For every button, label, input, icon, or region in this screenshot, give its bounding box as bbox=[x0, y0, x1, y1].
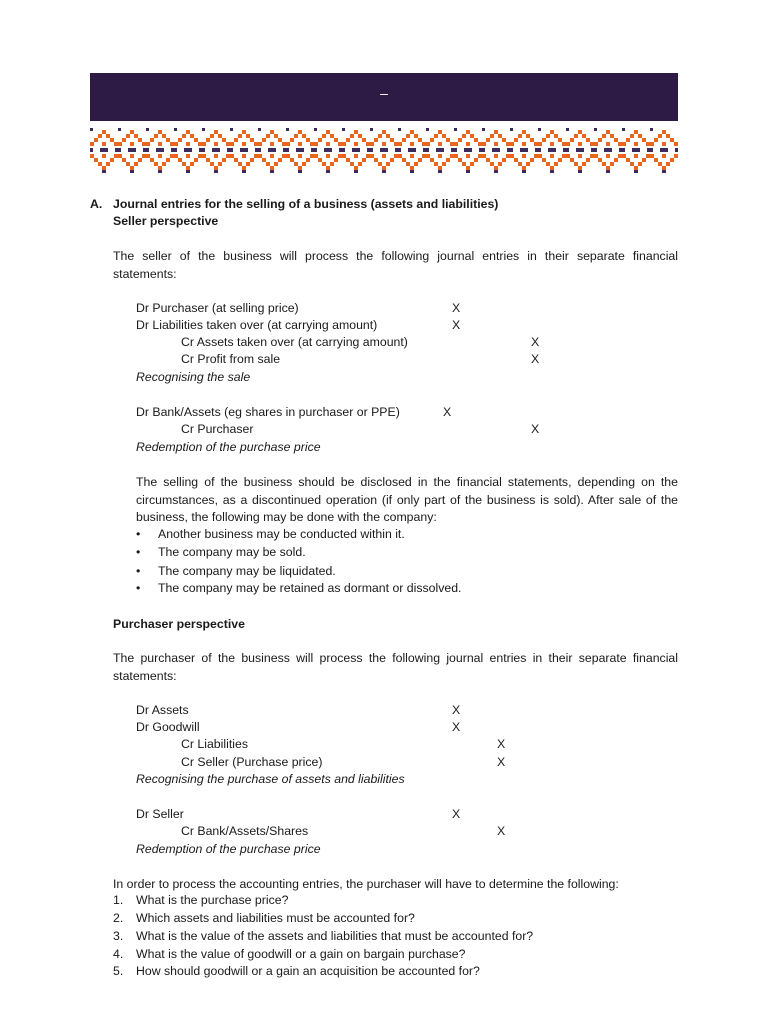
credit-mark: X bbox=[531, 335, 540, 349]
journal-caption: Recognising the purchase of assets and liabilities bbox=[136, 772, 405, 786]
debit-mark: X bbox=[452, 807, 461, 821]
bullet-text: The company may be retained as dormant or dissolved. bbox=[158, 581, 462, 595]
credit-mark: X bbox=[497, 737, 506, 751]
bullet-dot: • bbox=[136, 545, 141, 559]
decorative-pattern bbox=[90, 128, 678, 174]
item-number: 2. bbox=[113, 911, 124, 925]
debit-mark: X bbox=[452, 318, 461, 332]
purchaser-intro-paragraph: The purchaser of the business will process the following journal entries in their separate financial statements: bbox=[113, 651, 678, 683]
bullet-item bbox=[136, 580, 462, 598]
item-text: What is the value of the assets and liabilities that must be accounted for? bbox=[136, 929, 534, 943]
journal-caption: Redemption of the purchase price bbox=[136, 842, 321, 856]
item-text: How should goodwill or a gain an acquisition be accounted for? bbox=[136, 964, 480, 978]
bullet-item bbox=[136, 526, 405, 544]
item-number: 3. bbox=[113, 929, 124, 943]
journal-account: Dr Assets bbox=[136, 703, 189, 717]
numbered-item bbox=[113, 892, 289, 910]
journal-caption: Recognising the sale bbox=[136, 370, 251, 384]
section-subtitle: Seller perspective bbox=[113, 214, 219, 228]
credit-mark: X bbox=[497, 824, 506, 838]
journal-account: Cr Profit from sale bbox=[181, 352, 281, 366]
banner-title: – bbox=[380, 85, 388, 101]
numbered-item bbox=[113, 963, 480, 981]
debit-mark: X bbox=[452, 720, 461, 734]
bullet-dot: • bbox=[136, 527, 141, 541]
item-text: Which assets and liabilities must be accounted for? bbox=[136, 911, 415, 925]
journal-account: Cr Bank/Assets/Shares bbox=[181, 824, 309, 838]
item-number: 1. bbox=[113, 893, 124, 907]
journal-account: Dr Goodwill bbox=[136, 720, 200, 734]
item-number: 5. bbox=[113, 964, 124, 978]
journal-account: Cr Seller (Purchase price) bbox=[181, 755, 323, 769]
journal-account: Cr Purchaser bbox=[181, 422, 254, 436]
section-title: Journal entries for the selling of a business (assets and liabilities) bbox=[113, 197, 499, 211]
journal-account: Dr Bank/Assets (eg shares in purchaser or PPE) bbox=[136, 405, 400, 419]
numbered-item bbox=[113, 946, 466, 964]
determine-intro: In order to process the accounting entries, the purchaser will have to determine the following: bbox=[113, 877, 619, 891]
bullet-dot: • bbox=[136, 581, 141, 595]
debit-mark: X bbox=[443, 405, 452, 419]
credit-mark: X bbox=[531, 352, 540, 366]
bullet-dot: • bbox=[136, 564, 141, 578]
section-letter: A. bbox=[90, 197, 103, 211]
bullet-text: The company may be liquidated. bbox=[158, 564, 336, 578]
debit-mark: X bbox=[452, 301, 461, 315]
header-banner bbox=[90, 73, 678, 121]
disclosure-paragraph: The selling of the business should be disclosed in the financial statements, depending on the circumstances, as a discontinued operation (if only part of the business is sold). After sale of the business, the following may be done with the company: bbox=[136, 475, 678, 524]
numbered-item bbox=[113, 910, 415, 928]
journal-caption: Redemption of the purchase price bbox=[136, 440, 321, 454]
bullet-item bbox=[136, 544, 306, 562]
purchaser-title: Purchaser perspective bbox=[113, 617, 245, 631]
credit-mark: X bbox=[531, 422, 540, 436]
bullet-text: The company may be sold. bbox=[158, 545, 306, 559]
item-number: 4. bbox=[113, 947, 124, 961]
journal-account: Cr Assets taken over (at carrying amount) bbox=[181, 335, 408, 349]
journal-account: Cr Liabilities bbox=[181, 737, 248, 751]
item-text: What is the purchase price? bbox=[136, 893, 289, 907]
debit-mark: X bbox=[452, 703, 461, 717]
journal-account: Dr Liabilities taken over (at carrying amount) bbox=[136, 318, 378, 332]
journal-account: Dr Seller bbox=[136, 807, 184, 821]
credit-mark: X bbox=[497, 755, 506, 769]
journal-account: Dr Purchaser (at selling price) bbox=[136, 301, 299, 315]
bullet-item bbox=[136, 563, 336, 581]
bullet-text: Another business may be conducted within it. bbox=[158, 527, 405, 541]
numbered-item bbox=[113, 928, 534, 946]
seller-intro-paragraph: The seller of the business will process the following journal entries in their separate financial statements: bbox=[113, 249, 678, 281]
item-text: What is the value of goodwill or a gain on bargain purchase? bbox=[136, 947, 466, 961]
